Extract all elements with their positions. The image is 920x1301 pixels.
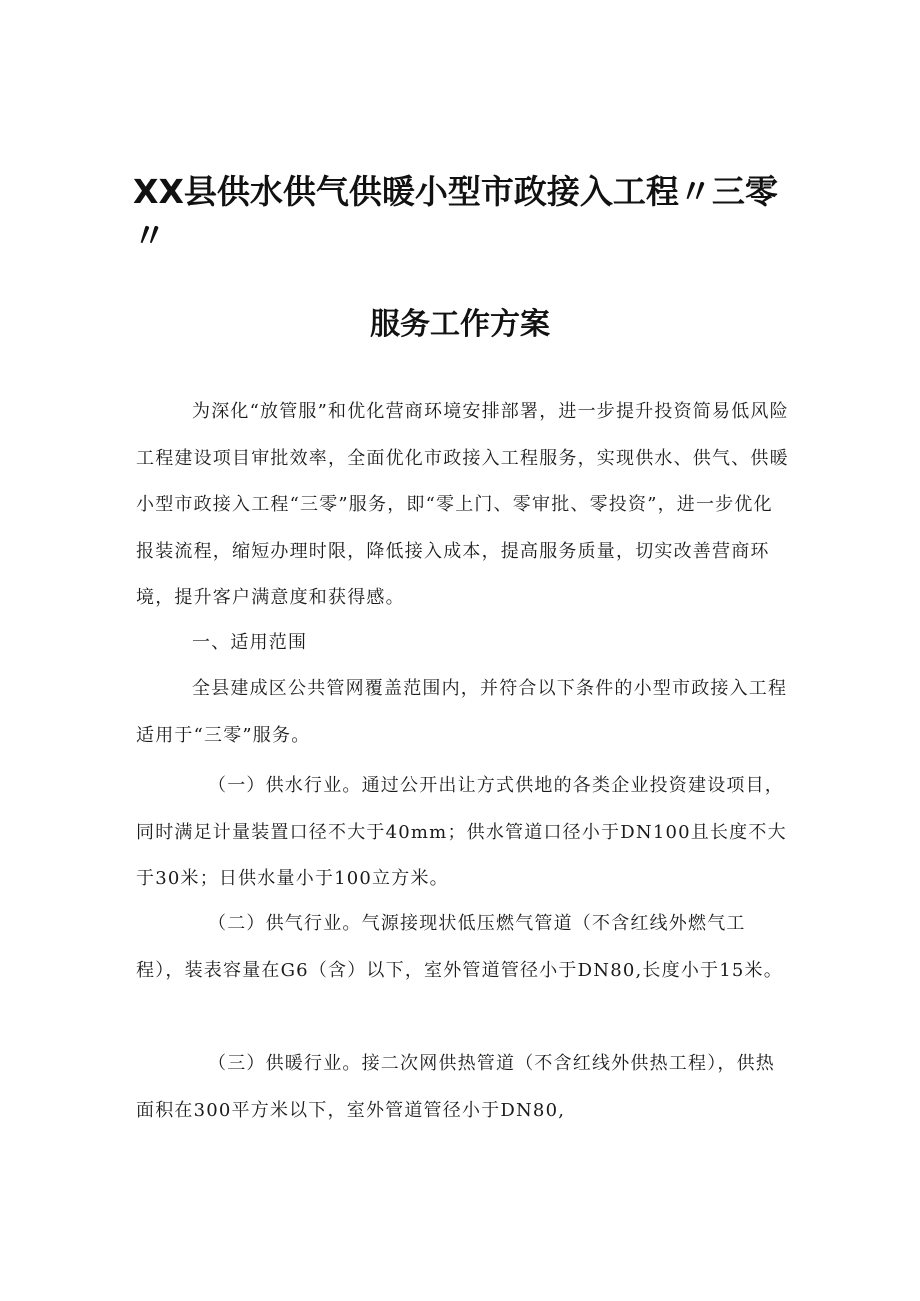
document-title: XX县供水供气供暖小型市政接入工程〃三零〃 [133,172,778,255]
intro-paragraph: 为深化“放管服”和优化营商环境安排部署，进一步提升投资简易低风险工程建设项目审批效率，全面优化市政接入工程服务，实现供水、供气、供暖小型市政接入工程“三零”服务，即“零上门、零审批、零投资”，进一步优化报装流程，缩短办理时限，降低接入成本，提高服务质量，切实改善营商环境，提升客户满意度和获得感。 [136,401,789,608]
gas-supply-item: （二）供气行业。气源接现状低压燃气管道（不含红线外燃气工程），装表容量在G6（含）以下，室外管道管径小于DN80,长度小于15米。 [136,913,783,981]
scope-paragraph: 全县建成区公共管网覆盖范围内，并符合以下条件的小型市政接入工程适用于“三零”服务。 [136,678,788,746]
heating-supply-item: （三）供暖行业。接二次网供热管道（不含红线外供热工程），供热面积在300平方米以下，室外管道管径小于DN80, [136,1053,775,1121]
section-heading-scope: 一、适用范围 [192,632,308,653]
water-supply-item: （一）供水行业。通过公开出让方式供地的各类企业投资建设项目，同时满足计量装置口径不大于40mm；供水管道口径小于DN100且长度不大于30米；日供水量小于100立方米。 [136,775,787,889]
document-subtitle: 服务工作方案 [370,307,550,342]
